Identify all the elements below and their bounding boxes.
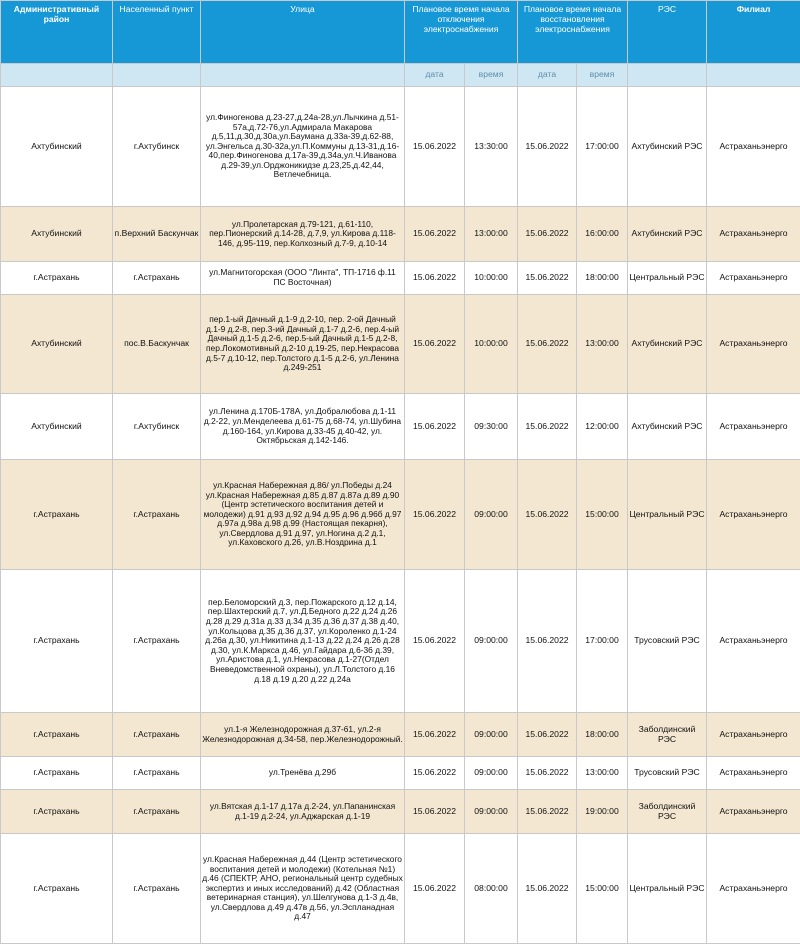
res-cell: Центральный РЭС: [628, 834, 707, 944]
street-cell: ул.1-я Железнодорожная д.37-61, ул.2-я Железнодорожная д.34-58, пер.Железнодорожный.: [201, 713, 405, 757]
off-time-cell: 10:00:00: [465, 262, 518, 295]
subheader-empty: [201, 64, 405, 87]
off-date-cell: 15.06.2022: [405, 295, 465, 394]
settlement-cell: г.Астрахань: [113, 790, 201, 834]
off-date-cell: 15.06.2022: [405, 713, 465, 757]
on-time-cell: 13:00:00: [577, 757, 628, 790]
header-off-time: Плановое время начала отключения электроснабжения: [405, 1, 518, 64]
res-cell: Ахтубинский РЭС: [628, 295, 707, 394]
res-cell: Ахтубинский РЭС: [628, 394, 707, 460]
settlement-cell: п.Верхний Баскунчак: [113, 207, 201, 262]
street-cell: ул.Вятская д.1-17 д.17а д.2-24, ул.Папанинская д.1-19 д.2-24, ул.Аджарская д.1-19: [201, 790, 405, 834]
off-date-cell: 15.06.2022: [405, 570, 465, 713]
district-cell: Ахтубинский: [1, 295, 113, 394]
header-res: РЭС: [628, 1, 707, 64]
off-date-cell: 15.06.2022: [405, 262, 465, 295]
off-time-cell: 13:00:00: [465, 207, 518, 262]
subheader-off-date: дата: [405, 64, 465, 87]
off-date-cell: 15.06.2022: [405, 790, 465, 834]
off-time-cell: 09:00:00: [465, 570, 518, 713]
res-cell: Центральный РЭС: [628, 460, 707, 570]
on-date-cell: 15.06.2022: [518, 570, 577, 713]
on-date-cell: 15.06.2022: [518, 262, 577, 295]
branch-cell: Астраханьэнерго: [707, 295, 800, 394]
off-time-cell: 08:00:00: [465, 834, 518, 944]
table-row: [1, 834, 800, 944]
on-date-cell: 15.06.2022: [518, 757, 577, 790]
header-settlement: Населенный пункт: [113, 1, 201, 64]
subheader-on-date: дата: [518, 64, 577, 87]
settlement-cell: г.Ахтубинск: [113, 87, 201, 207]
district-cell: г.Астрахань: [1, 713, 113, 757]
off-date-cell: 15.06.2022: [405, 87, 465, 207]
settlement-cell: г.Астрахань: [113, 460, 201, 570]
res-cell: Ахтубинский РЭС: [628, 87, 707, 207]
on-time-cell: 15:00:00: [577, 460, 628, 570]
branch-cell: Астраханьэнерго: [707, 87, 800, 207]
branch-cell: Астраханьэнерго: [707, 713, 800, 757]
street-cell: ул.Тренёва д.29б: [201, 757, 405, 790]
subheader-empty: [628, 64, 707, 87]
settlement-cell: г.Астрахань: [113, 834, 201, 944]
street-cell: ул.Магнитогорская (ООО "Линта", ТП-1716 ф.11 ПС Восточная): [201, 262, 405, 295]
table-row: [1, 713, 800, 757]
table-body: [1, 87, 800, 944]
on-time-cell: 19:00:00: [577, 790, 628, 834]
on-date-cell: 15.06.2022: [518, 460, 577, 570]
header-street: Улица: [201, 1, 405, 64]
table-row: [1, 460, 800, 570]
off-time-cell: 09:00:00: [465, 757, 518, 790]
district-cell: г.Астрахань: [1, 262, 113, 295]
on-time-cell: 15:00:00: [577, 834, 628, 944]
table-row: [1, 394, 800, 460]
district-cell: г.Астрахань: [1, 460, 113, 570]
branch-cell: Астраханьэнерго: [707, 757, 800, 790]
on-date-cell: 15.06.2022: [518, 295, 577, 394]
off-date-cell: 15.06.2022: [405, 757, 465, 790]
on-date-cell: 15.06.2022: [518, 207, 577, 262]
subheader-empty: [707, 64, 800, 87]
table-row: [1, 262, 800, 295]
off-time-cell: 10:00:00: [465, 295, 518, 394]
table-row: [1, 87, 800, 207]
off-time-cell: 13:30:00: [465, 87, 518, 207]
on-time-cell: 17:00:00: [577, 87, 628, 207]
subheader-row: [1, 64, 800, 87]
district-cell: Ахтубинский: [1, 207, 113, 262]
branch-cell: Астраханьэнерго: [707, 207, 800, 262]
settlement-cell: г.Ахтубинск: [113, 394, 201, 460]
on-time-cell: 16:00:00: [577, 207, 628, 262]
header-on-time: Плановое время начала восстановления электроснабжения: [518, 1, 628, 64]
street-cell: пер.Беломорский д.3, пер.Пожарского д.12 д.14, пер.Шахтерский д.7, ул.Д.Бедного д.22 д.24 д.26 д.28 д.29 д.31а д.33 д.34 д.35 д.36 д.37 д.38 д.40, ул.Кольцова д.35 д.36 д.37, ул.Короленко д.1-24 д.26а д.30, ул.Никитина д.1-13 д.22 д.24 д.26 д.28 д.30, ул.К.Маркса д.46, ул.Гайдара д.6-36 д.39, ул.Аристова д.1, ул.Некрасова д.1-27(Отдел Вневедомственной охраны), ул.Л.Толстого д.16 д.18 д.19 д.20 д.22 д.24а: [201, 570, 405, 713]
table-row: [1, 570, 800, 713]
table-row: [1, 207, 800, 262]
off-time-cell: 09:00:00: [465, 790, 518, 834]
settlement-cell: г.Астрахань: [113, 262, 201, 295]
on-date-cell: 15.06.2022: [518, 790, 577, 834]
subheader-off-time: время: [465, 64, 518, 87]
on-time-cell: 18:00:00: [577, 713, 628, 757]
off-date-cell: 15.06.2022: [405, 394, 465, 460]
header-district: Административный район: [1, 1, 113, 64]
off-time-cell: 09:00:00: [465, 460, 518, 570]
branch-cell: Астраханьэнерго: [707, 262, 800, 295]
table-row: [1, 790, 800, 834]
subheader-on-time: время: [577, 64, 628, 87]
off-time-cell: 09:00:00: [465, 713, 518, 757]
street-cell: ул.Красная Набережная д.44 (Центр эстетического воспитания детей и молодежи) (Котельная №1) д.46 (СПЕКТР, АНО, региональный центр судебных экспертиз и иных исследований) д.42 (Областная ветеринарная станция), ул.Шелгунова д.1-3 д.4в, ул.Свердлова д.49 д.47в д.56, ул.Эспланадная д.47: [201, 834, 405, 944]
on-date-cell: 15.06.2022: [518, 394, 577, 460]
street-cell: ул.Ленина д.170Б-178А, ул.Добралюбова д.1-11 д.2-22, ул.Менделеева д.61-75 д.68-74, ул.Шубина д.160-164, ул.Кирова д.33-45 д.40-42, ул. Октябрьская д.142-146.: [201, 394, 405, 460]
on-time-cell: 18:00:00: [577, 262, 628, 295]
on-time-cell: 13:00:00: [577, 295, 628, 394]
district-cell: Ахтубинский: [1, 87, 113, 207]
off-time-cell: 09:30:00: [465, 394, 518, 460]
res-cell: Центральный РЭС: [628, 262, 707, 295]
subheader-empty: [1, 64, 113, 87]
street-cell: ул.Пролетарская д.79-121, д.61-110, пер.Пионерский д.14-28, д.7,9, ул.Кирова д.118-146, д.95-119, пер.Колхозный д.7-9, д.10-14: [201, 207, 405, 262]
street-cell: пер.1-ый Дачный д.1-9 д.2-10, пер. 2-ой Дачный д.1-9 д.2-8, пер.3-ий Дачный д.1-7 д.2-6, пер.4-ый Дачный д.1-5 д.2-6, пер.5-ый Дачный д.1-5 д.2-8, пер.Локомотивный д.2-10 д.19-25, пер.Некрасова д.5-7 д.10-12, пер.Толстого д.1-5 д.2-6, ул.Ленина д.249-251: [201, 295, 405, 394]
res-cell: Заболдинский РЭС: [628, 790, 707, 834]
settlement-cell: пос.В.Баскунчак: [113, 295, 201, 394]
branch-cell: Астраханьэнерго: [707, 834, 800, 944]
branch-cell: Астраханьэнерго: [707, 460, 800, 570]
subheader-empty: [113, 64, 201, 87]
table-row: [1, 295, 800, 394]
on-time-cell: 12:00:00: [577, 394, 628, 460]
street-cell: ул.Финогенова д.23-27,д.24а-28,ул.Лычкина д.51-57а,д.72-76,ул.Адмирала Макарова д.5,11,д.30,д.30а,ул.Баумана д.33а-39,д.62-88, ул.Энгельса д.30-32а,ул.П.Коммуны д.13-31,д.16-40,пер.Финогенова д.17а-39,д.34а,ул.Ч.Иванова д.29-39,ул.Орджоникидзе д.23,25,д.42,44, Ветлечебница.: [201, 87, 405, 207]
district-cell: г.Астрахань: [1, 834, 113, 944]
street-cell: ул.Красная Набережная д.86/ ул.Победы д.24 ул.Красная Набережная д.85 д.87 д.87а д.89 д.90 (Центр эстетического воспитания детей и молодежи) д.91 д.93 д.92 д.94 д.95 д.96 д.96б д.97 д.97а д.98а д.98 д.99 (Настоящая пекарня), ул.Свердлова д.91 д.97, ул.Ногина д.2 д.1, ул.Каховского д.26, ул.В.Ноздрина д.1: [201, 460, 405, 570]
header-branch: Филиал: [707, 1, 800, 64]
district-cell: г.Астрахань: [1, 790, 113, 834]
on-date-cell: 15.06.2022: [518, 834, 577, 944]
district-cell: г.Астрахань: [1, 570, 113, 713]
off-date-cell: 15.06.2022: [405, 834, 465, 944]
branch-cell: Астраханьэнерго: [707, 790, 800, 834]
on-time-cell: 17:00:00: [577, 570, 628, 713]
settlement-cell: г.Астрахань: [113, 757, 201, 790]
res-cell: Заболдинский РЭС: [628, 713, 707, 757]
table-row: [1, 757, 800, 790]
settlement-cell: г.Астрахань: [113, 713, 201, 757]
district-cell: Ахтубинский: [1, 394, 113, 460]
res-cell: Ахтубинский РЭС: [628, 207, 707, 262]
district-cell: г.Астрахань: [1, 757, 113, 790]
settlement-cell: г.Астрахань: [113, 570, 201, 713]
off-date-cell: 15.06.2022: [405, 460, 465, 570]
res-cell: Трусовский РЭС: [628, 570, 707, 713]
branch-cell: Астраханьэнерго: [707, 394, 800, 460]
res-cell: Трусовский РЭС: [628, 757, 707, 790]
header-row: [1, 1, 800, 64]
branch-cell: Астраханьэнерго: [707, 570, 800, 713]
off-date-cell: 15.06.2022: [405, 207, 465, 262]
on-date-cell: 15.06.2022: [518, 87, 577, 207]
on-date-cell: 15.06.2022: [518, 713, 577, 757]
